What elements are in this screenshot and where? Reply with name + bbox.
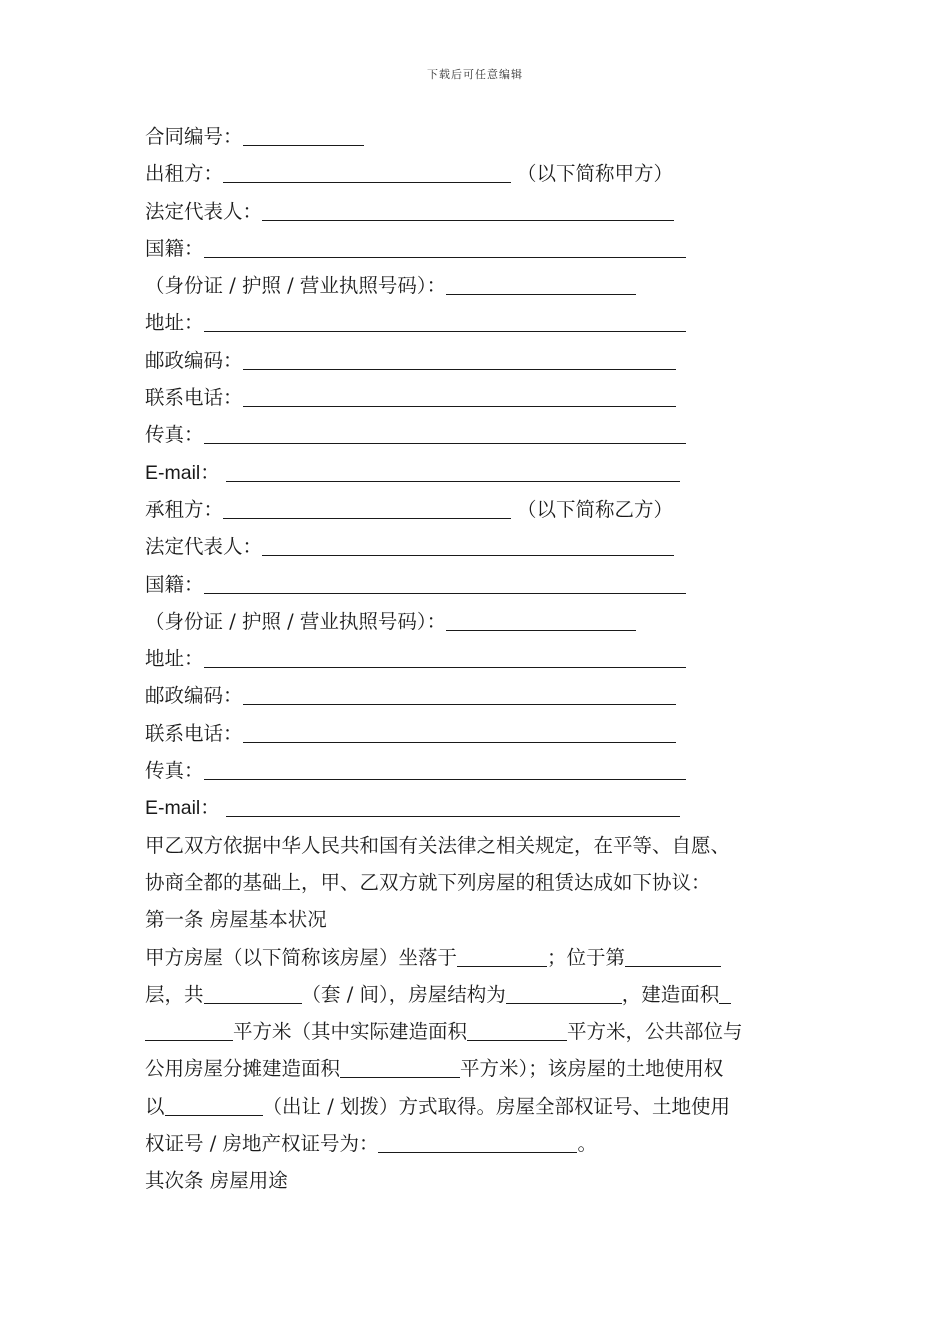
field-blank[interactable]: [204, 233, 686, 258]
field-label: 法定代表人：: [145, 535, 263, 559]
lessor-nationality-line: [145, 230, 825, 267]
structure-blank[interactable]: [506, 979, 622, 1004]
field-label: 国籍：: [145, 236, 204, 260]
lessee-nationality-line: [145, 566, 825, 603]
field-label: 联系电话：: [145, 386, 243, 410]
field-label: 传真：: [145, 423, 204, 447]
intro-line-1: 甲乙双方依据中华人民共和国有关法律之相关规定，在平等、自愿、: [145, 833, 731, 857]
certificate-blank[interactable]: [378, 1128, 577, 1153]
lessor-id-line: [145, 267, 825, 304]
intro-line-2: 协商全都的基础上，甲、乙双方就下列房屋的租赁达成如下协议：: [145, 870, 711, 894]
contract-number-label: 合同编号：: [145, 125, 243, 148]
lessee-id-line: [145, 603, 825, 640]
field-blank[interactable]: [243, 345, 676, 370]
lessor-fax-line: [145, 416, 825, 453]
article-text: ；位于第: [547, 945, 626, 969]
area-blank-start[interactable]: [719, 979, 731, 1004]
lessor-title-label: 出租方：: [145, 162, 224, 186]
field-blank[interactable]: [243, 718, 676, 743]
lessee-fax-line: [145, 752, 825, 789]
article-text: 平方米）；该房屋的土地使用权: [460, 1057, 724, 1081]
article-1-line-1: [145, 939, 825, 976]
lessee-title-suffix: （以下简称乙方）: [517, 497, 674, 521]
field-label: 地址：: [145, 647, 204, 671]
contract-number-line: [145, 118, 825, 155]
lessee-title-line: [145, 491, 825, 528]
article-text: ，建造面积: [621, 982, 720, 1006]
field-blank[interactable]: [204, 307, 686, 332]
contract-number-blank[interactable]: [243, 121, 364, 146]
lessor-address-line: [145, 304, 825, 341]
lessor-email-line: [145, 454, 825, 491]
field-label: 地址：: [145, 311, 204, 335]
units-blank[interactable]: [204, 979, 302, 1004]
field-label: （身份证 / 护照 / 营业执照号码）：: [145, 609, 447, 633]
lessee-postal-line: [145, 677, 825, 714]
field-label: 国籍：: [145, 572, 204, 596]
actual-area-blank[interactable]: [467, 1016, 567, 1041]
lessor-legal-rep-line: [145, 193, 825, 230]
article-1-line-4: [145, 1050, 825, 1087]
lessor-title-line: [145, 155, 825, 192]
lessee-title-label: 承租方：: [145, 497, 224, 521]
field-blank[interactable]: [262, 196, 674, 221]
lessor-title-suffix: （以下简称甲方）: [517, 162, 674, 186]
article-text: 平方米，公共部位与: [567, 1020, 743, 1044]
field-blank[interactable]: [204, 419, 686, 444]
lessee-email-line: [145, 789, 825, 826]
article-1-line-2: [145, 976, 825, 1013]
field-label: 邮政编码：: [145, 348, 243, 372]
article-text: 层，共: [145, 982, 204, 1006]
area-blank[interactable]: [145, 1016, 233, 1041]
field-label: （身份证 / 护照 / 营业执照号码）：: [145, 274, 447, 298]
article-text: 甲方房屋（以下简称该房屋）坐落于: [145, 945, 458, 969]
lessee-phone-line: [145, 715, 825, 752]
field-blank[interactable]: [243, 680, 676, 705]
location-blank[interactable]: [457, 942, 547, 967]
field-blank[interactable]: [243, 382, 676, 407]
article-1-title: 第一条 房屋基本状况: [145, 908, 327, 932]
article-1-line-6: [145, 1125, 825, 1162]
lessor-phone-line: [145, 379, 825, 416]
lessor-postal-line: [145, 342, 825, 379]
contract-document: [145, 118, 825, 1200]
article-1-line-3: [145, 1013, 825, 1050]
article-text: 平方米（其中实际建造面积: [233, 1020, 468, 1044]
article-text: 以: [145, 1094, 165, 1118]
lessor-name-blank[interactable]: [223, 158, 511, 183]
article-1-line-5: [145, 1088, 825, 1125]
field-label: 联系电话：: [145, 721, 243, 745]
field-blank[interactable]: [204, 755, 686, 780]
article-text: 公用房屋分摊建造面积: [145, 1057, 341, 1081]
field-label: 法定代表人：: [145, 199, 263, 223]
field-label: E-mail：: [145, 797, 220, 820]
field-blank[interactable]: [226, 792, 680, 817]
floor-blank[interactable]: [625, 942, 721, 967]
field-blank[interactable]: [446, 606, 636, 631]
field-label: 邮政编码：: [145, 684, 243, 708]
header-note: 下载后可任意编辑: [427, 68, 523, 81]
field-blank[interactable]: [262, 531, 674, 556]
shared-area-blank[interactable]: [340, 1053, 460, 1078]
article-text: （套 / 间），房屋结构为: [301, 982, 506, 1006]
lessee-name-blank[interactable]: [223, 494, 511, 519]
land-method-blank[interactable]: [165, 1091, 263, 1116]
article-text: 权证号 / 房地产权证号为：: [145, 1132, 379, 1156]
field-blank[interactable]: [204, 643, 686, 668]
field-blank[interactable]: [446, 270, 636, 295]
field-label: 传真：: [145, 759, 204, 783]
article-2-title: 其次条 房屋用途: [145, 1169, 288, 1193]
field-blank[interactable]: [204, 569, 686, 594]
lessee-legal-rep-line: [145, 528, 825, 565]
article-text: 。: [577, 1132, 597, 1156]
article-text: （出让 / 划拨）方式取得。房屋全部权证号、土地使用: [262, 1094, 730, 1118]
field-blank[interactable]: [226, 457, 680, 482]
field-label: E-mail：: [145, 461, 220, 484]
lessee-address-line: [145, 640, 825, 677]
